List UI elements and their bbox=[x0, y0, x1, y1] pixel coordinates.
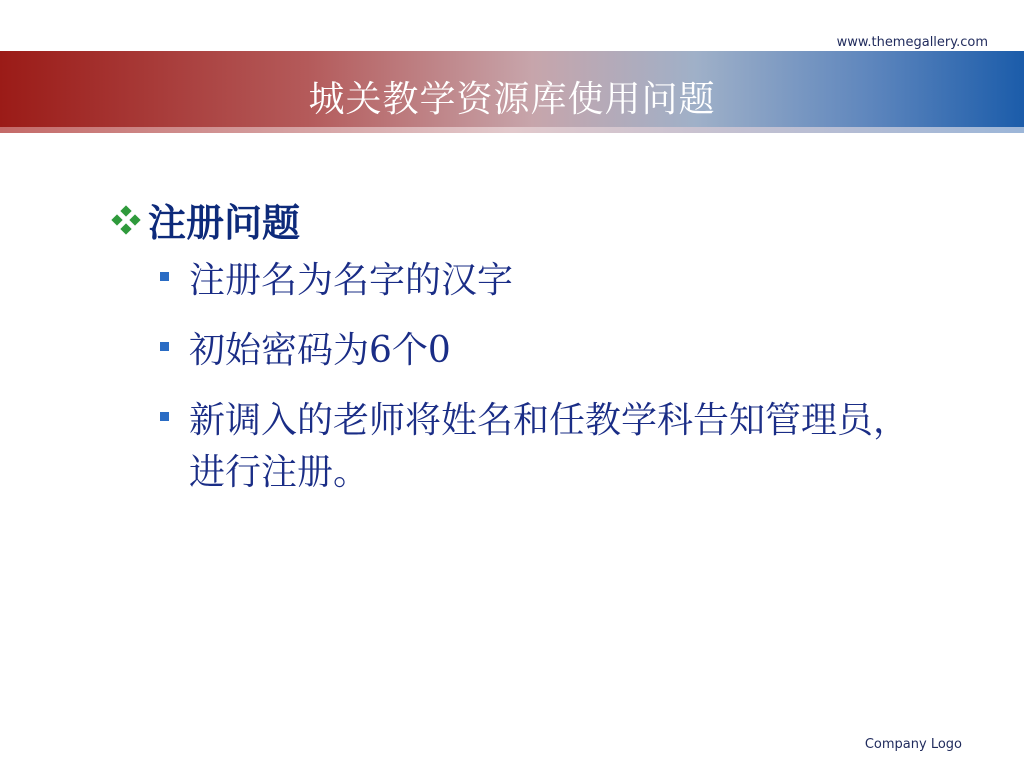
bullet-text: 初始密码为6个0 bbox=[189, 330, 451, 371]
title-bar bbox=[0, 51, 1024, 133]
bullet-text: 新调入的老师将姓名和任教学科告知管理员，进行注册。 bbox=[189, 400, 910, 493]
diamond-bullet-icon bbox=[108, 202, 144, 238]
slide-content bbox=[108, 192, 928, 517]
section-heading: 注册问题 bbox=[148, 200, 301, 245]
bullet-text: 注册名为名字的汉字 bbox=[189, 260, 514, 301]
square-bullet-icon bbox=[160, 412, 169, 421]
bullet-item bbox=[160, 325, 928, 377]
bullet-item bbox=[160, 255, 928, 307]
site-url: www.themegallery.com bbox=[836, 35, 988, 50]
bullet-item bbox=[160, 395, 928, 499]
company-logo: Company Logo bbox=[864, 737, 962, 752]
section-heading-row bbox=[108, 192, 928, 247]
slide-title: 城关教学资源库使用问题 bbox=[308, 79, 716, 120]
square-bullet-icon bbox=[160, 342, 169, 351]
square-bullet-icon bbox=[160, 272, 169, 281]
